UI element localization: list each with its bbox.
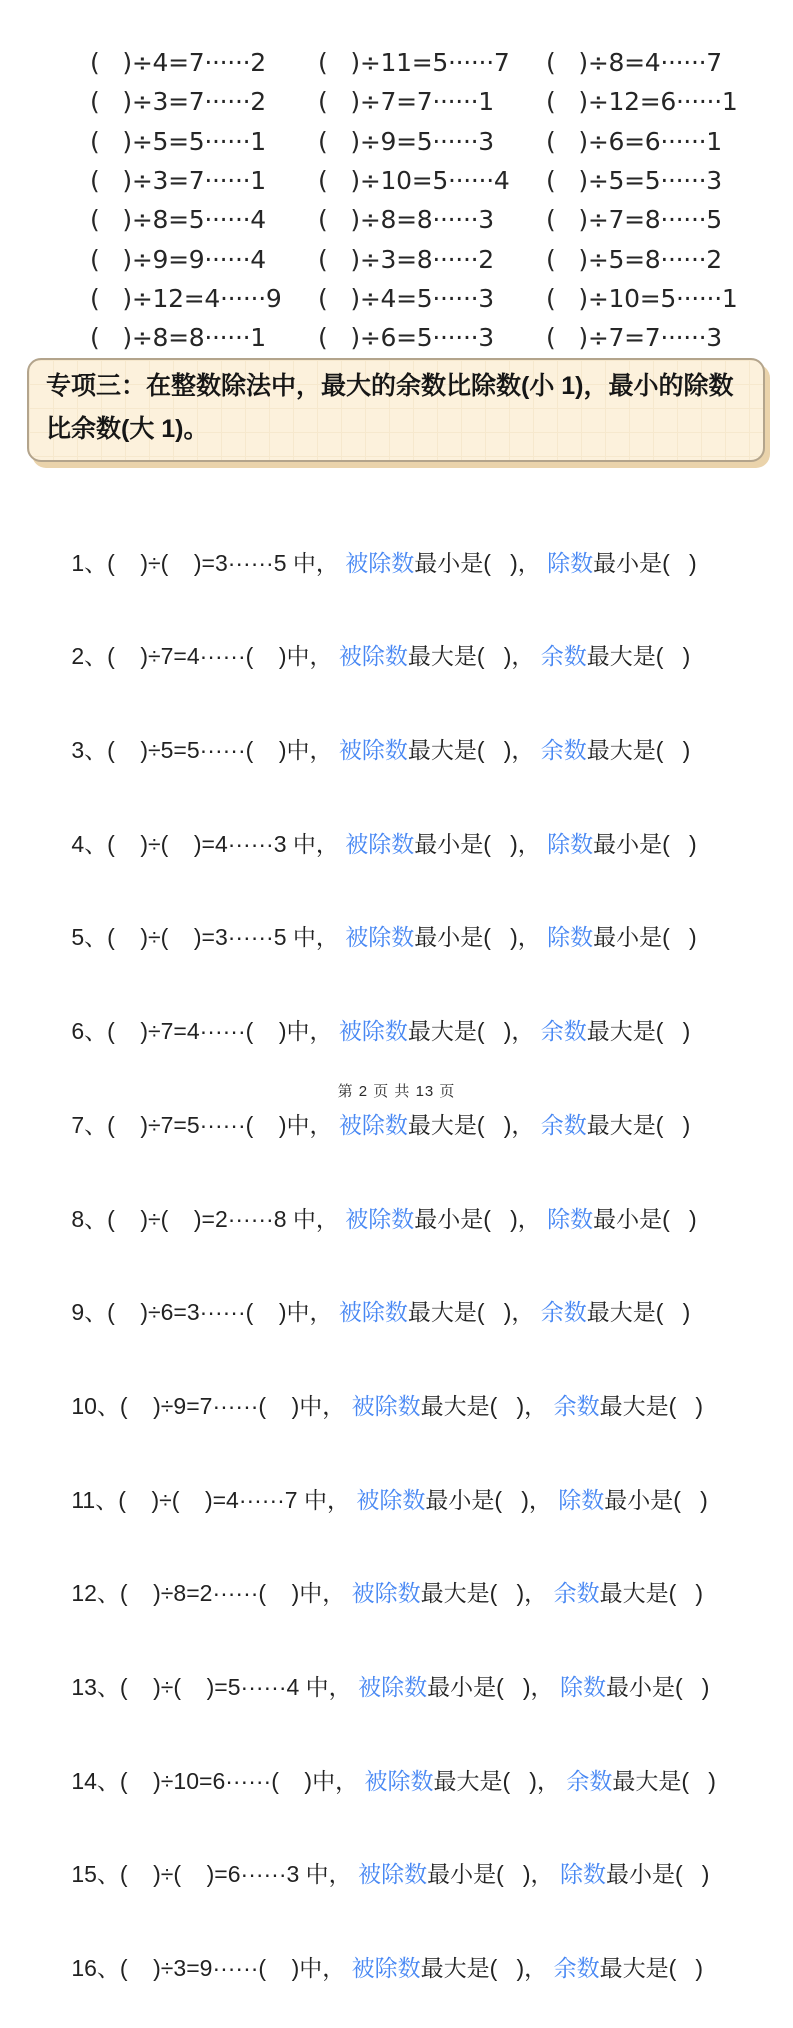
problem-line: [33, 1160, 716, 1232]
divisor-remainder-label: 除数: [558, 1486, 605, 1513]
problem-equation: 6、( )÷7=4······( )中，: [71, 1018, 339, 1045]
problem-line: [33, 972, 716, 1045]
dividend-label: 被除数: [358, 1673, 428, 1700]
problem-equation: 2、( )÷7=4······( )中，: [71, 643, 339, 670]
equation-cell: ( )÷9=9······4: [90, 244, 266, 274]
problem-line: [33, 1441, 716, 1513]
problem-tail-text: 最大是( ): [586, 1111, 691, 1138]
problem-mid-text: 最小是( )，: [425, 1486, 559, 1513]
problem-tail-text: 最小是( ): [593, 549, 697, 576]
problem-tail-text: 最大是( ): [599, 1392, 704, 1419]
problem-mid-text: 最大是( )，: [420, 1392, 554, 1419]
problem-mid-text: 最大是( )，: [407, 1111, 541, 1138]
problem-line: [33, 1535, 716, 1607]
section-heading-text: 专项三：在整数除法中，最大的余数比除数(小 1)，最小的除数比余数(大 1)。: [46, 372, 734, 443]
problem-equation: 12、( )÷8=2······( )中，: [71, 1580, 352, 1607]
dividend-label: 被除数: [345, 924, 415, 951]
problem-tail-text: 最小是( ): [604, 1486, 708, 1513]
dividend-label: 被除数: [351, 1580, 421, 1607]
divisor-remainder-label: 除数: [559, 1861, 606, 1888]
dividend-label: 被除数: [356, 1486, 426, 1513]
problem-equation: 5、( )÷( )=3······5 中，: [71, 924, 346, 951]
dividend-label: 被除数: [358, 1861, 428, 1888]
divisor-remainder-label: 除数: [547, 1205, 594, 1232]
equation-cell: ( )÷8=5······4: [90, 205, 266, 235]
problem-tail-text: 最大是( ): [586, 643, 691, 670]
problem-equation: 10、( )÷9=7······( )中，: [71, 1392, 352, 1419]
dividend-label: 被除数: [338, 1018, 408, 1045]
divisor-remainder-label: 除数: [559, 1673, 606, 1700]
equation-cell: ( )÷6=6······1: [546, 126, 722, 156]
equation-cell: ( )÷4=7······2: [90, 48, 266, 78]
problem-line: [33, 691, 716, 764]
problem-line: [33, 1628, 716, 1700]
problem-line: [33, 1722, 716, 1794]
equation-cell: ( )÷12=4······9: [90, 283, 282, 313]
problem-tail-text: 最小是( ): [605, 1861, 710, 1888]
equation-cell: ( )÷11=5······7: [318, 48, 510, 78]
problem-mid-text: 最小是( )，: [414, 830, 548, 857]
equation-cell: ( )÷10=5······1: [546, 283, 738, 313]
divisor-remainder-label: 余数: [540, 737, 587, 764]
page-number-text: 第 2 页 共 13 页: [337, 1083, 456, 1100]
problem-mid-text: 最小是( )，: [414, 549, 548, 576]
dividend-label: 被除数: [345, 830, 415, 857]
equation-cell: ( )÷9=5······3: [318, 126, 494, 156]
dividend-label: 被除数: [351, 1955, 421, 1982]
equation-cell: ( )÷5=5······3: [546, 166, 722, 196]
problem-mid-text: 最大是( )，: [407, 643, 541, 670]
equation-cell: ( )÷3=7······2: [90, 87, 266, 117]
divisor-remainder-label: 余数: [540, 1018, 587, 1045]
problem-mid-text: 最小是( )，: [427, 1673, 560, 1700]
equation-cell: ( )÷6=5······3: [318, 323, 494, 353]
page-number-footer: [0, 1080, 793, 1101]
problem-equation: 14、( )÷10=6······( )中，: [71, 1767, 365, 1794]
problem-equation: 3、( )÷5=5······( )中，: [71, 737, 339, 764]
divisor-remainder-label: 余数: [566, 1767, 613, 1794]
problem-tail-text: 最小是( ): [593, 830, 697, 857]
problem-tail-text: 最大是( ): [612, 1767, 716, 1794]
problem-tail-text: 最小是( ): [593, 1205, 697, 1232]
problem-tail-text: 最大是( ): [586, 737, 691, 764]
equation-cell: ( )÷7=8······5: [546, 205, 722, 235]
equation-cell: ( )÷10=5······4: [318, 166, 510, 196]
divisor-remainder-label: 除数: [547, 549, 594, 576]
problem-line: [33, 1254, 716, 1326]
divisor-remainder-label: 除数: [547, 924, 594, 951]
problem-tail-text: 最小是( ): [605, 1673, 710, 1700]
equation-cell: ( )÷8=4······7: [546, 48, 722, 78]
problem-line: [33, 1347, 716, 1419]
dividend-label: 被除数: [345, 1205, 415, 1232]
section-heading-box: [27, 358, 765, 462]
dividend-label: 被除数: [345, 549, 415, 576]
problem-equation: 11、( )÷( )=4······7 中，: [71, 1486, 357, 1513]
equation-cell: ( )÷7=7······1: [318, 87, 494, 117]
dividend-label: 被除数: [338, 643, 408, 670]
dividend-label: 被除数: [338, 1299, 408, 1326]
problem-equation: 16、( )÷3=9······( )中，: [71, 1955, 352, 1982]
equation-cell: ( )÷8=8······3: [318, 205, 494, 235]
problem-equation: 15、( )÷( )=6······3 中，: [71, 1861, 359, 1888]
problem-mid-text: 最小是( )，: [427, 1861, 560, 1888]
dividend-label: 被除数: [351, 1392, 421, 1419]
divisor-remainder-label: 余数: [553, 1392, 600, 1419]
problem-line: [33, 1909, 716, 1982]
problem-equation: 8、( )÷( )=2······8 中，: [71, 1205, 346, 1232]
equation-cell: ( )÷5=5······1: [90, 126, 266, 156]
problem-line: [33, 785, 716, 857]
equation-cell: ( )÷12=6······1: [546, 87, 738, 117]
problem-equation: 9、( )÷6=3······( )中，: [71, 1299, 339, 1326]
problem-mid-text: 最大是( )，: [407, 737, 541, 764]
divisor-remainder-label: 除数: [547, 830, 594, 857]
equation-cell: ( )÷3=8······2: [318, 244, 494, 274]
problem-tail-text: 最小是( ): [593, 924, 697, 951]
problem-list: [33, 450, 716, 2003]
problem-mid-text: 最小是( )，: [414, 1205, 548, 1232]
dividend-label: 被除数: [338, 737, 408, 764]
problem-line: [33, 598, 716, 670]
divisor-remainder-label: 余数: [540, 643, 587, 670]
problem-mid-text: 最大是( )，: [420, 1580, 554, 1607]
problem-tail-text: 最大是( ): [586, 1018, 691, 1045]
problem-equation: 1、( )÷( )=3······5 中，: [71, 549, 346, 576]
equation-grid: [90, 43, 793, 357]
problem-mid-text: 最大是( )，: [420, 1955, 554, 1982]
problem-line: [33, 504, 716, 576]
problem-tail-text: 最大是( ): [599, 1580, 704, 1607]
equation-cell: ( )÷8=8······1: [90, 323, 266, 353]
equation-cell: ( )÷4=5······3: [318, 283, 494, 313]
equation-cell: ( )÷7=7······3: [546, 323, 722, 353]
problem-equation: 4、( )÷( )=4······3 中，: [71, 830, 346, 857]
equation-cell: ( )÷3=7······1: [90, 166, 266, 196]
problem-line: [33, 1816, 716, 1888]
problem-mid-text: 最小是( )，: [414, 924, 548, 951]
problem-mid-text: 最大是( )，: [433, 1767, 567, 1794]
dividend-label: 被除数: [364, 1767, 434, 1794]
problem-tail-text: 最大是( ): [599, 1955, 704, 1982]
problem-equation: 13、( )÷( )=5······4 中，: [71, 1673, 359, 1700]
problem-tail-text: 最大是( ): [586, 1299, 691, 1326]
problem-mid-text: 最大是( )，: [407, 1018, 541, 1045]
dividend-label: 被除数: [338, 1111, 408, 1138]
equation-cell: ( )÷5=8······2: [546, 244, 722, 274]
problem-line: [33, 879, 716, 951]
divisor-remainder-label: 余数: [553, 1955, 600, 1982]
divisor-remainder-label: 余数: [540, 1299, 587, 1326]
divisor-remainder-label: 余数: [540, 1111, 587, 1138]
divisor-remainder-label: 余数: [553, 1580, 600, 1607]
problem-mid-text: 最大是( )，: [407, 1299, 541, 1326]
problem-equation: 7、( )÷7=5······( )中，: [71, 1111, 339, 1138]
